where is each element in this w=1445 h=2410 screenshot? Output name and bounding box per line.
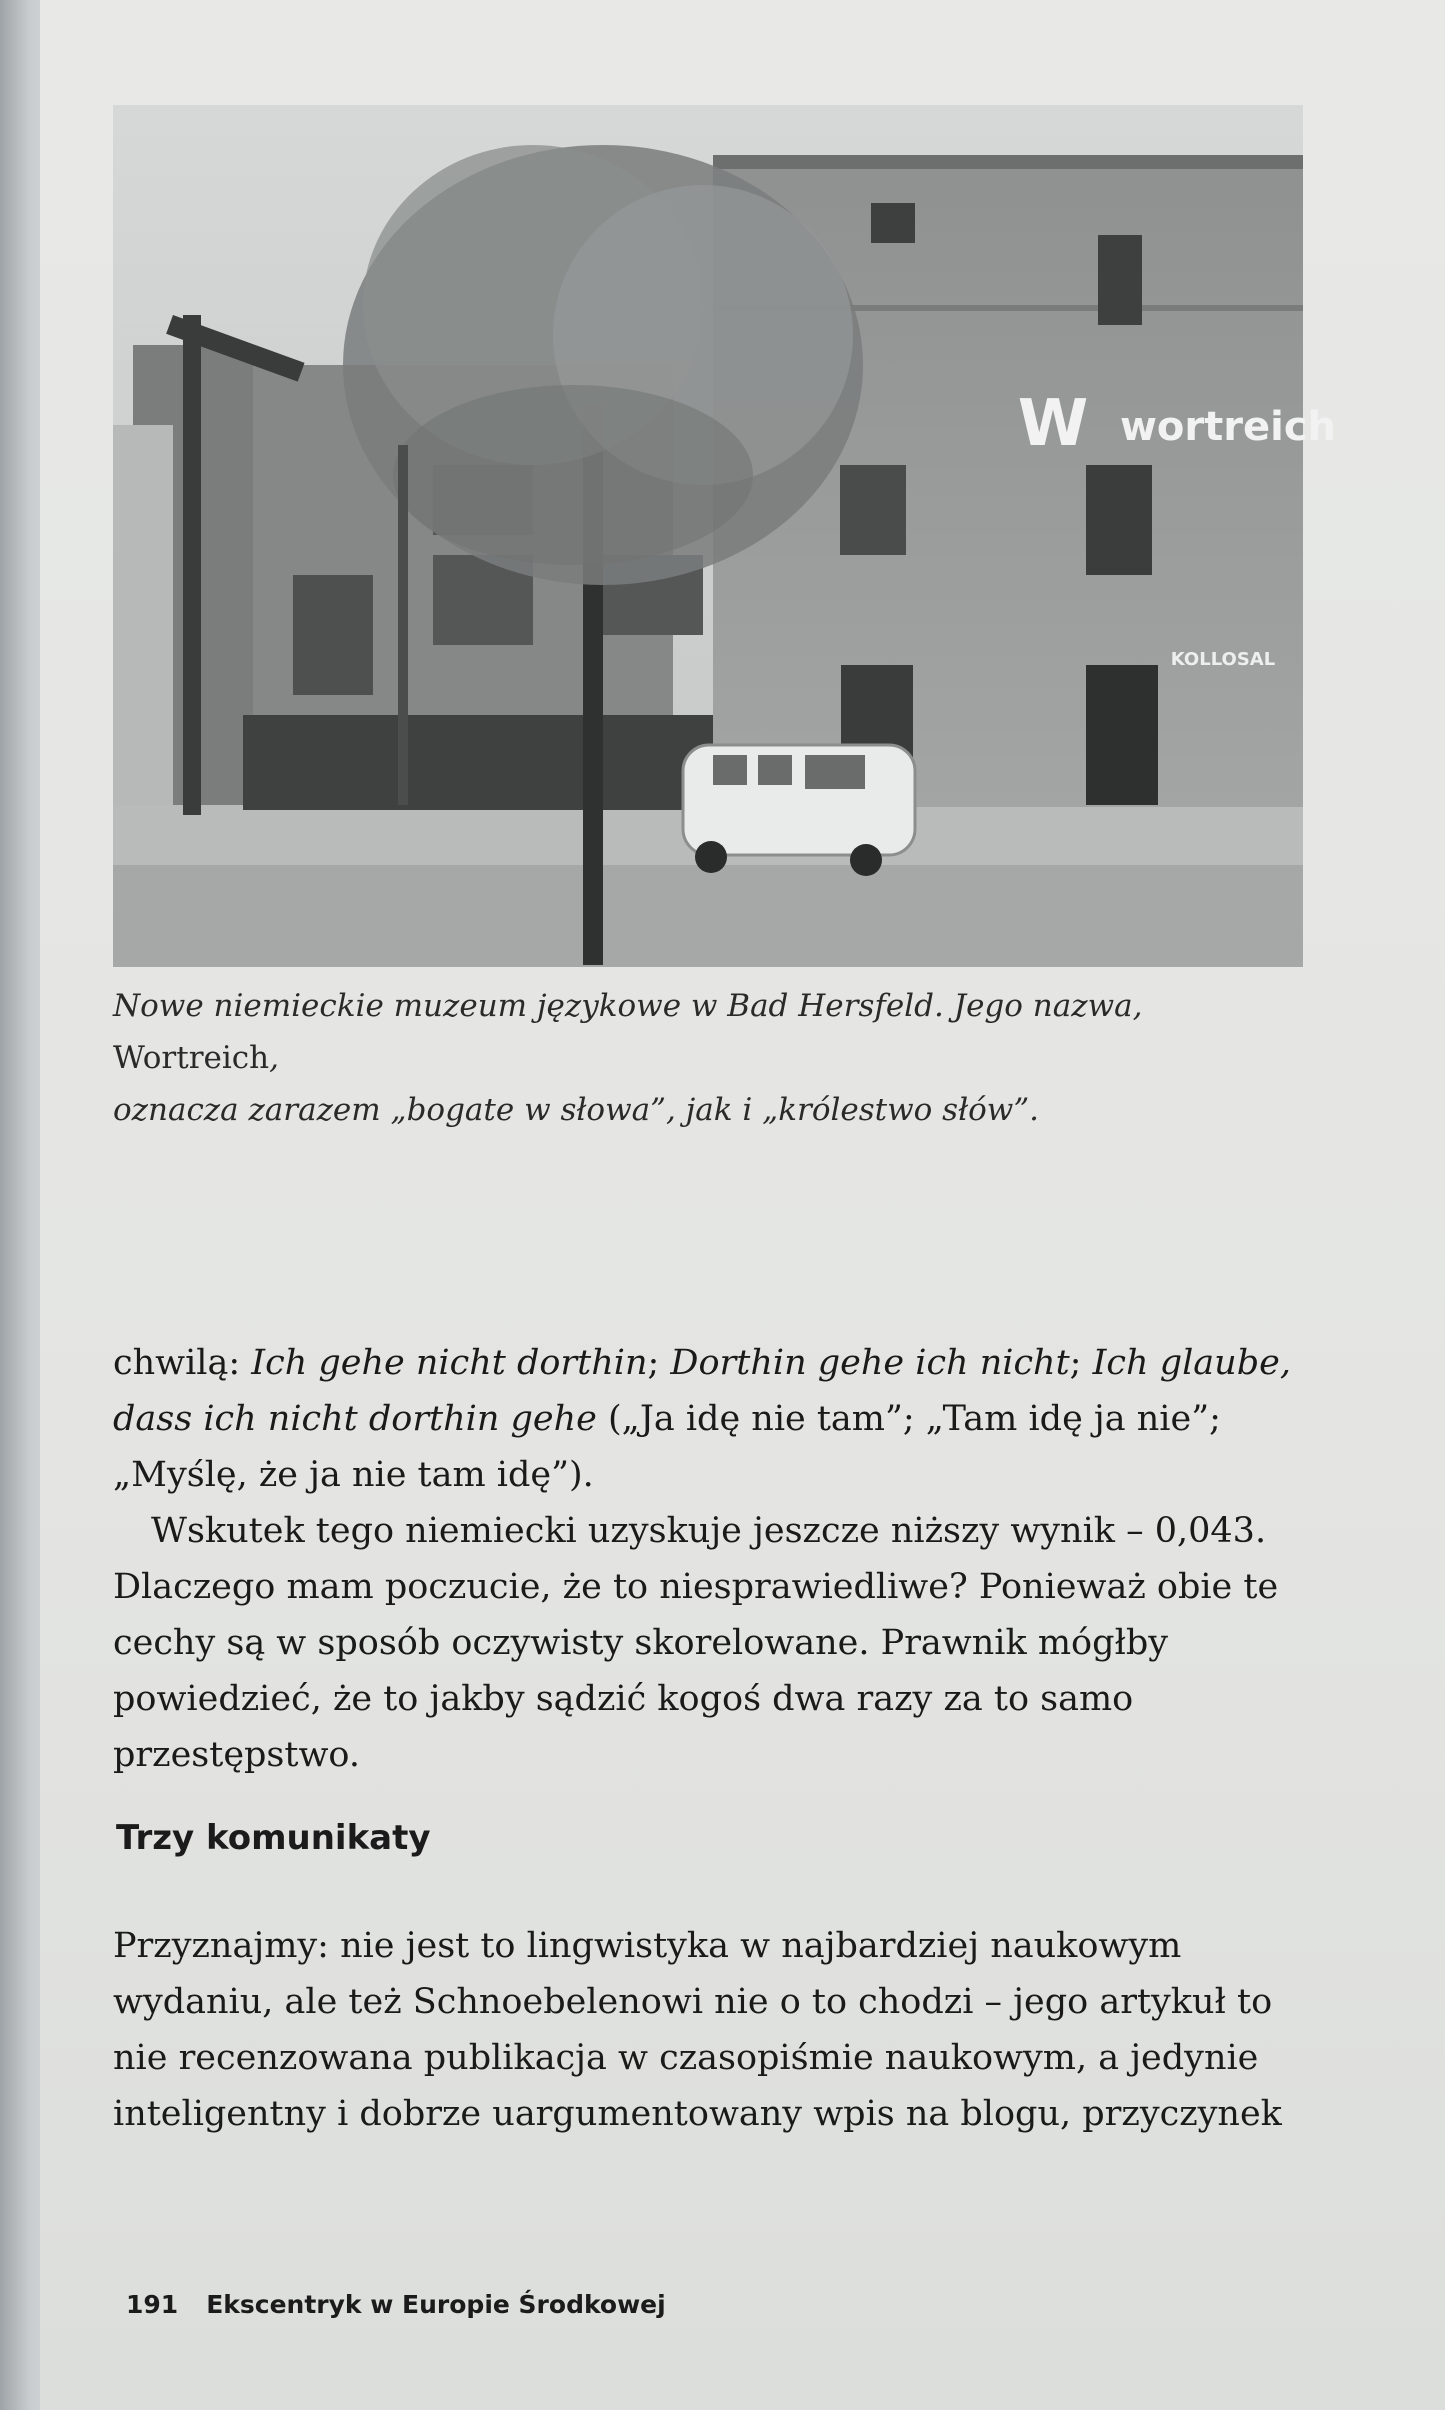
p1-german-3: Ich glaube, dass ich nicht dorthin gehe	[113, 1343, 1291, 1439]
p1-german-2: Dorthin gehe ich nicht	[670, 1343, 1070, 1383]
caption-upright-name: Wortreich	[113, 1040, 270, 1076]
body-text-lower	[113, 1918, 1303, 2142]
p1-german-1: Ich gehe nicht dorthin	[251, 1343, 648, 1383]
museum-logo-mark: W	[1017, 387, 1089, 461]
caption-line-1	[113, 980, 1313, 1084]
paragraph-3: Przyznajmy: nie jest to lingwistyka w najbardziej naukowym wydaniu, ale też Schnoebelenowi nie o to chodzi – jego artykuł to nie recenzowana publikacja w czasopiśmie naukowym, a jedynie inteligentny i dobrze uargumentowany wpis na blogu, przyczynek	[113, 1926, 1282, 2134]
paragraph-2: Wskutek tego niemiecki uzyskuje jeszcze niższy wynik – 0,043. Dlaczego mam poczucie, że to niesprawiedliwe? Ponieważ obie te cechy są w sposób oczywisty skorelowane. Prawnik mógłby powiedzieć, że to jakby sądzić kogoś dwa razy za to samo przestępstwo.	[113, 1511, 1279, 1775]
caption-text-before: Nowe niemieckie muzeum językowe w Bad Hersfeld. Jego nazwa,	[113, 988, 1143, 1024]
p1-text-3: ;	[1069, 1343, 1093, 1383]
paragraph-1	[113, 1335, 1303, 1503]
museum-photo	[113, 105, 1337, 967]
p1-text-1: chwilą:	[113, 1343, 252, 1383]
page-footer	[126, 2290, 666, 2319]
photo-caption	[113, 980, 1313, 1136]
small-building-sign: KOLLOSAL	[1170, 649, 1276, 670]
section-heading: Trzy komunikaty	[116, 1818, 431, 1858]
museum-sign-text: wortreich	[1119, 404, 1337, 450]
p1-text-4: („Ja idę nie tam”; „Tam idę ja nie”; „Myślę, że ja nie tam idę”).	[113, 1399, 1221, 1495]
caption-line-2: oznacza zarazem „bogate w słowa”, jak i „królestwo słów”.	[113, 1092, 1040, 1128]
body-text-upper	[113, 1335, 1303, 1783]
caption-text-after: ,	[269, 1040, 279, 1076]
page-number: 191	[126, 2290, 179, 2319]
p1-text-2: ;	[647, 1343, 671, 1383]
running-title: Ekscentryk w Europie Środkowej	[206, 2290, 666, 2319]
